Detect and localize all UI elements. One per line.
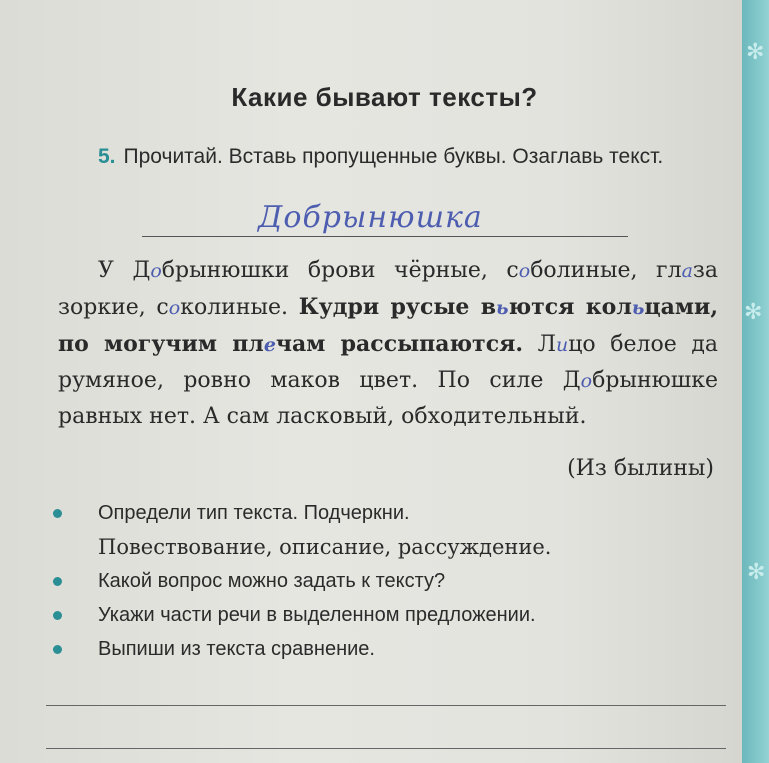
- list-item-text: Выпиши из текста сравнение.: [98, 638, 375, 660]
- story-fragment: болиные, гл: [530, 258, 682, 283]
- bullet-icon: [53, 509, 62, 518]
- inserted-letter: а: [681, 260, 693, 282]
- task-instruction: [58, 142, 718, 172]
- list-item-text: Определи тип текста. Подчеркни.: [98, 502, 410, 524]
- story-text: [58, 253, 718, 435]
- story-fragment: цами, по могучим пл: [58, 294, 718, 357]
- story-fragment: чам рассыпаются.: [275, 331, 524, 357]
- list-item: [50, 632, 730, 666]
- story-source: (Из былины): [567, 456, 714, 481]
- story-fragment: Л: [523, 332, 556, 357]
- inserted-letter: о: [518, 260, 531, 282]
- list-item-text: Укажи части речи в выделенном предложении.: [98, 604, 536, 626]
- inserted-letter: ь: [631, 297, 645, 319]
- list-item: [50, 598, 730, 632]
- list-item-text: Какой вопрос можно задать к тексту?: [98, 570, 446, 592]
- task-text: Прочитай. Вставь пропущенные буквы. Озаглавь текст.: [123, 145, 664, 168]
- book-cover-edge: [742, 0, 769, 763]
- list-item: [50, 496, 730, 564]
- story-fragment: цо белое да румяное, ровно маков цвет. По силе Д: [58, 332, 719, 393]
- inserted-letter: и: [555, 334, 569, 356]
- story-fragment: за зоркие, с: [58, 258, 719, 320]
- snowflake-icon: ✻: [744, 300, 763, 325]
- bullet-icon: [53, 645, 62, 654]
- task-list: [50, 496, 730, 666]
- snowflake-icon: ✻: [746, 40, 765, 65]
- story-fragment: брынюшки брови чёрные, с: [161, 258, 519, 283]
- story-fragment: брынюшке равных нет. А сам ласковый, обходительный.: [58, 368, 718, 429]
- list-item-options: Повествование, описание, рассуждение.: [98, 535, 552, 559]
- answer-line[interactable]: [46, 748, 726, 749]
- story-fragment: Кудри русые в: [298, 294, 497, 320]
- inserted-letter: ь: [496, 297, 509, 319]
- bullet-icon: [53, 577, 62, 586]
- story-fragment: колиные.: [180, 295, 299, 320]
- list-item: [50, 564, 730, 598]
- story-fragment: ются кол: [508, 294, 632, 320]
- inserted-letter: о: [580, 370, 593, 392]
- snowflake-icon: ✻: [747, 560, 766, 585]
- title-answer-line: [142, 236, 628, 237]
- story-fragment: У Д: [98, 258, 151, 283]
- page-title: Какие бывают тексты?: [231, 82, 538, 112]
- handwritten-title: Добрынюшка: [258, 200, 483, 235]
- inserted-letter: о: [168, 297, 181, 319]
- answer-line[interactable]: [46, 705, 726, 706]
- task-number: 5.: [98, 145, 116, 168]
- inserted-letter: о: [150, 260, 162, 282]
- bullet-icon: [53, 611, 62, 620]
- inserted-letter: е: [263, 334, 276, 356]
